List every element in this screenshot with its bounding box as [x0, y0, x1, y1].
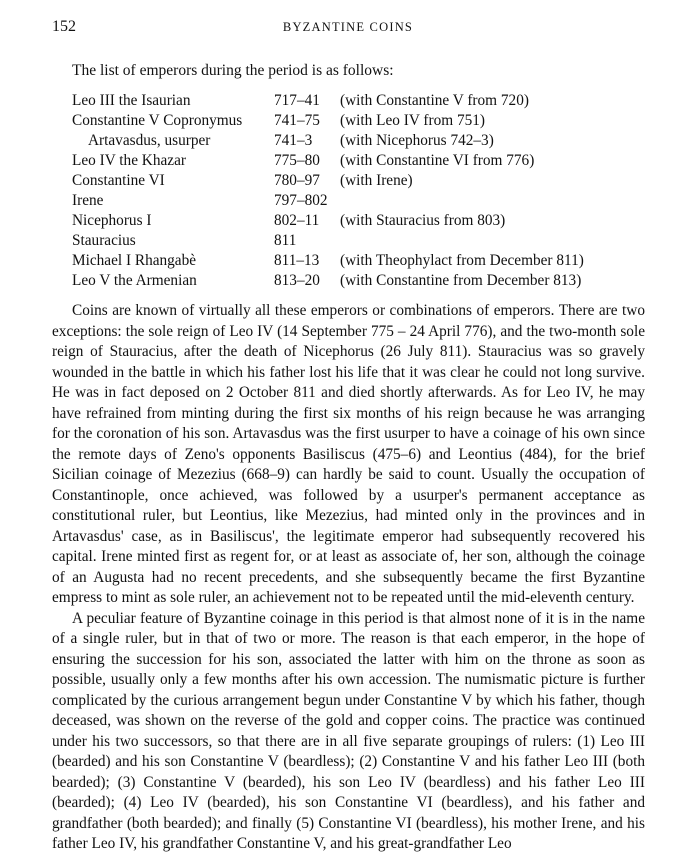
paragraph: A peculiar feature of Byzantine coinage in this period is that almost none of it is in the name of a single ruler, but in that of two or more. The reason is that each emperor, in the hope of ensuring the succession for his son, associated the latter with him on the throne as soon as possible, usually only a few months after his own accession. The numismatic picture is further complicated by the curious arrangement begun under Constantine V by which his father, though deceased, was shown on the reverse of the gold and copper coins. The practice was continued under his two successors, so that there are in all five separate groupings of rulers: (1) Leo III (bearded) and his son Constantine V (beardless); (2) Constantine V and his father Leo III (both bearded); (3) Constantine V (bearded), his son Leo IV (beardless) and his father Leo III (bearded); (4) Leo IV (bearded), his son Constantine VI (beardless), and his father and grandfather (both bearded); and finally (5) Constantine VI (beardless), his mother Irene, and his father Leo IV, his grandfather Constantine V, and his great-grandfather Leo: [52, 609, 645, 852]
emperor-years: 741–3: [274, 132, 313, 149]
emperor-name: Michael I Rhangabè: [72, 252, 197, 269]
emperor-name: Irene: [72, 192, 104, 209]
emperor-years: 811–13: [274, 252, 320, 269]
emperor-years: 797–802: [274, 192, 328, 209]
emperor-row: [72, 151, 584, 171]
emperor-name: Artavasdus, usurper: [88, 132, 211, 149]
emperor-row: [72, 271, 584, 291]
emperor-years: 780–97: [274, 172, 320, 189]
emperor-name: Nicephorus I: [72, 212, 152, 229]
emperor-name: Constantine V Copronymus: [72, 112, 243, 129]
emperor-row: [72, 211, 584, 231]
emperor-row: [72, 171, 584, 191]
emperor-years: 802–11: [274, 212, 320, 229]
emperor-note: (with Theophylact from December 811): [340, 252, 584, 269]
emperor-note: (with Leo IV from 751): [340, 112, 486, 129]
emperor-note: (with Constantine VI from 776): [340, 152, 535, 169]
emperor-note: (with Constantine V from 720): [340, 92, 529, 109]
emperor-note: (with Irene): [340, 172, 413, 189]
emperor-row: [72, 251, 584, 271]
page-header: [52, 18, 644, 38]
emperor-list: [72, 91, 584, 291]
emperor-note: (with Stauracius from 803): [340, 212, 506, 229]
emperor-name: Leo III the Isaurian: [72, 92, 191, 109]
emperor-name: Leo IV the Khazar: [72, 152, 186, 169]
emperor-row: [72, 131, 584, 151]
emperor-name: Stauracius: [72, 232, 136, 249]
emperor-years: 717–41: [274, 92, 320, 109]
emperor-note: (with Constantine from December 813): [340, 272, 582, 289]
list-intro: The list of emperors during the period is as follows:: [72, 62, 394, 79]
emperor-years: 813–20: [274, 272, 320, 289]
page-number: 152: [52, 18, 76, 35]
paragraph: Coins are known of virtually all these emperors or combinations of emperors. There are two exceptions: the sole reign of Leo IV (14 September 775 – 24 April 776), and the two-month sole reign of Stauracius, after the death of Nicephorus (26 July 811). Stauracius was so gravely wounded in the battle in which his father lost his life that it was clear he could not long survive. He was in fact deposed on 2 October 811 and died shortly afterwards. As for Leo IV, he may have refrained from minting during the first six months of his reign because he was arranging for the coronation of his son. Artavasdus was the first usurper to have a coinage of his own since the remote days of Zeno's opponents Basiliscus (475–6) and Leontius (484), for the brief Sicilian coinage of Mezezius (668–9) can hardly be said to count. Usually the occupation of Constantinople, once achieved, was followed by a usurper's permanent acceptance as constitutional ruler, but Leontius, like Mezezius, had minted only in the provinces and in Artavasdus' case, as in Basiliscus', the legitimate emperor had subsequently recovered his capital. Irene minted first as regent for, or at least as associate of, her son, although the coinage of an Augusta had no recent precedents, and she subsequently became the first Byzantine empress to mint as sole ruler, an achievement not to be repeated until the mid-eleventh century.: [52, 302, 645, 606]
emperor-row: [72, 231, 584, 251]
emperor-note: (with Nicephorus 742–3): [340, 132, 494, 149]
emperor-name: Constantine VI: [72, 172, 165, 189]
emperor-row: [72, 111, 584, 131]
running-head: BYZANTINE COINS: [282, 20, 414, 34]
emperor-name: Leo V the Armenian: [72, 272, 197, 289]
emperor-row: [72, 91, 584, 111]
emperor-row: [72, 191, 584, 211]
emperor-years: 775–80: [274, 152, 320, 169]
body-text: [52, 301, 645, 855]
emperor-years: 741–75: [274, 112, 320, 129]
emperor-years: 811: [274, 232, 297, 249]
